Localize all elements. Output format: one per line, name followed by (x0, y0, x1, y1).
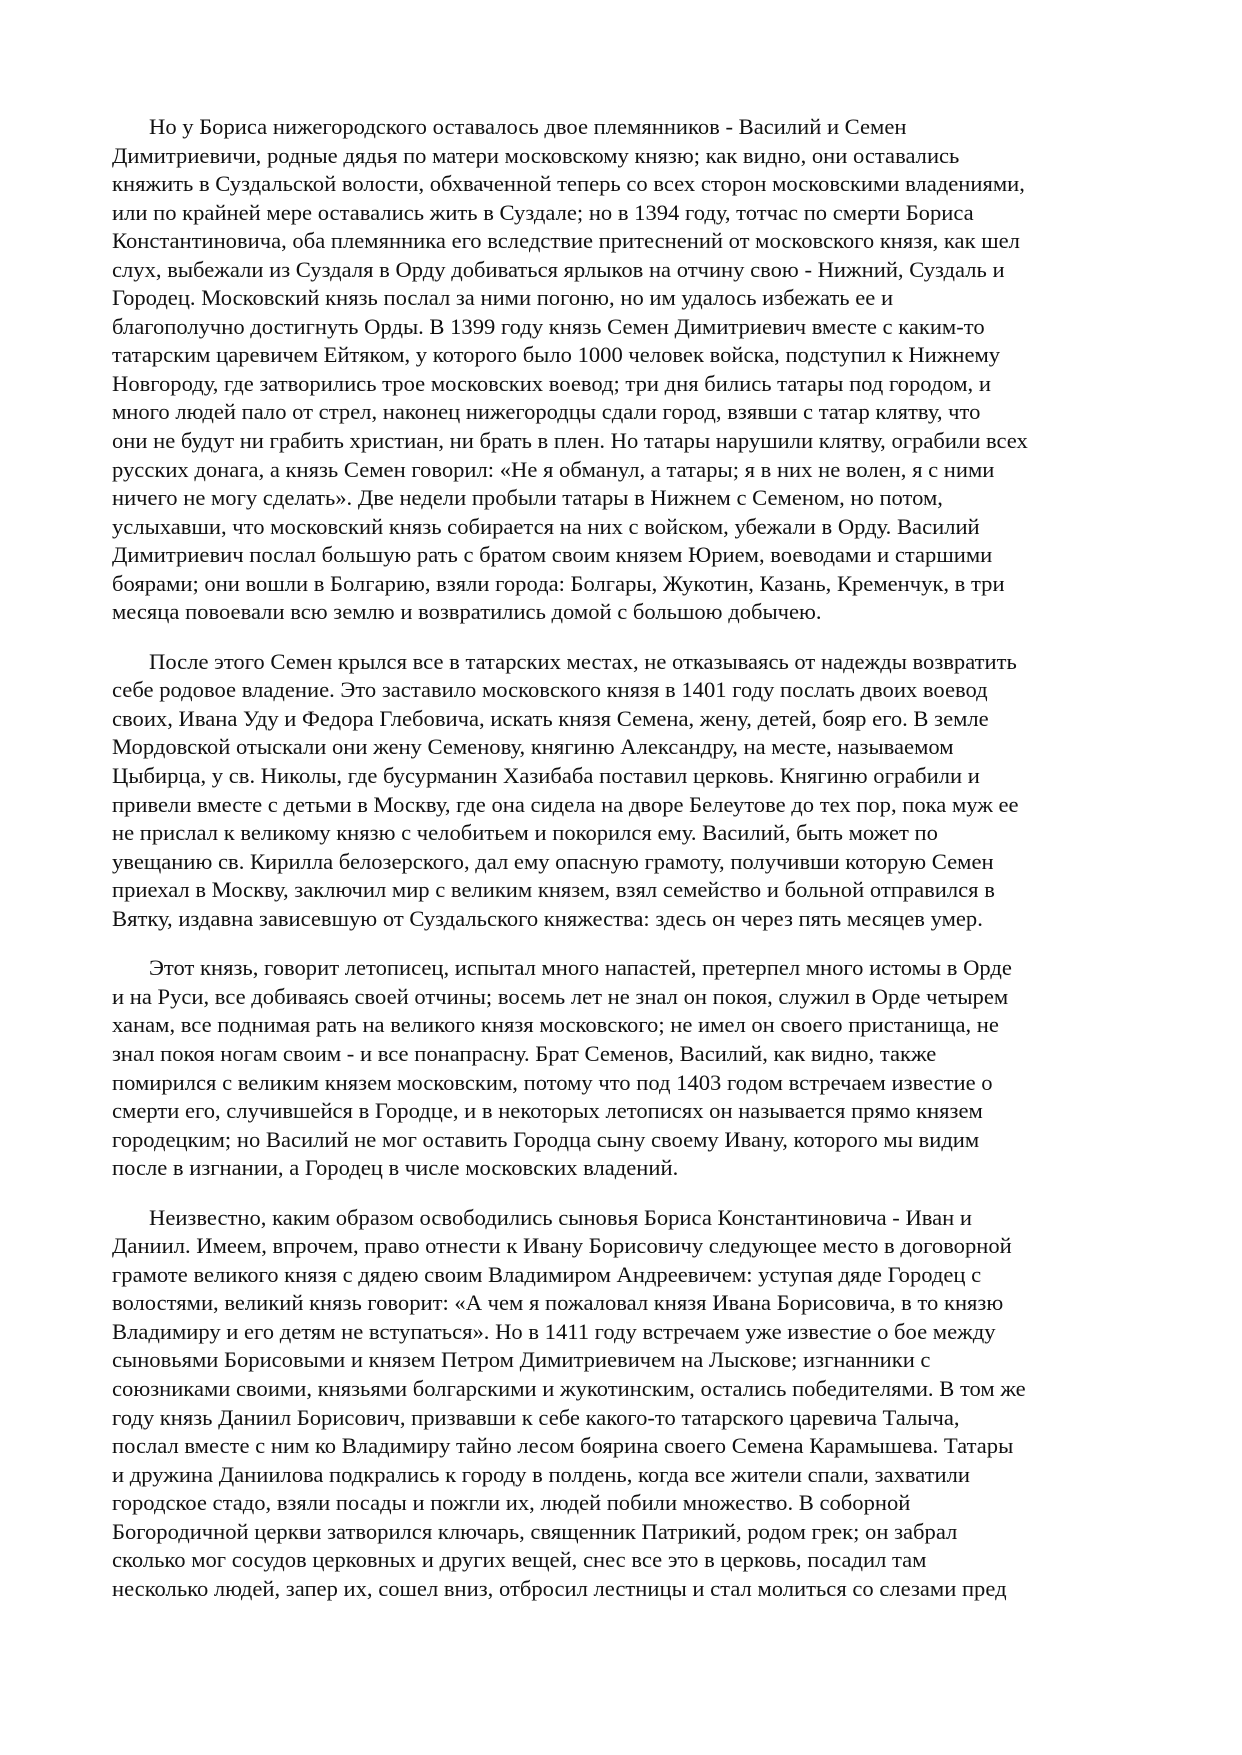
paragraph-4 (112, 1204, 1132, 1604)
document-body (112, 113, 1132, 1624)
text-line: После этого Семен крылся все в татарских местах, не отказываясь от надежды возвратить (149, 648, 1017, 674)
paragraph-1 (112, 113, 1132, 627)
text-line: послал вместе с ним ко Владимиру тайно лесом боярина своего Семена Карамышева. Татары (112, 1433, 1014, 1459)
text-line: городское стадо, взяли посады и пожгли их, людей побили множество. В соборной (112, 1490, 911, 1516)
text-line: знал покоя ногам своим - и все понапрасну. Брат Семенов, Василий, как видно, также (112, 1040, 937, 1066)
text-line: Богородичной церкви затворился ключарь, священник Патрикий, родом грек; он забрал (112, 1518, 958, 1544)
text-line: Городец. Московский князь послал за ними погоню, но им удалось избежать ее и (112, 285, 894, 311)
text-line: русских донага, а князь Семен говорил: «Не я обманул, а татары; я в них не волен, я с ними (112, 456, 995, 482)
text-line: Димитриевич послал большую рать с братом своим князем Юрием, воеводами и старшими (112, 542, 993, 568)
text-line: услыхавши, что московский князь собирается на них с войском, убежали в Орду. Василий (112, 513, 980, 539)
text-line: ханам, все поднимая рать на великого князя московского; не имел он своего пристанища, не (112, 1012, 999, 1038)
text-line: помирился с великим князем московским, потому что под 1403 годом встречаем известие о (112, 1069, 993, 1095)
text-line: Константиновича, оба племянника его вследствие притеснений от московского князя, как шел (112, 228, 1020, 254)
text-line: Владимиру и его детям не вступаться». Но в 1411 году встречаем уже известие о бое между (112, 1318, 996, 1344)
text-line: Новгороду, где затворились трое московских воевод; три дня бились татары под городом, и (112, 370, 991, 396)
text-line: боярами; они вошли в Болгарию, взяли города: Болгары, Жукотин, Казань, Кременчук, в три (112, 570, 1005, 596)
text-line: привели вместе с детьми в Москву, где она сидела на дворе Белеутове до тех пор, пока муж ее (112, 791, 1019, 817)
text-line: городецким; но Василий не мог оставить Городца сыну своему Ивану, которого мы видим (112, 1126, 980, 1152)
text-line: союзниками своими, князьями болгарскими и жукотинским, остались победителями. В том же (112, 1375, 1026, 1401)
text-line: Вятку, издавна зависевшую от Суздальского княжества: здесь он через пять месяцев умер. (112, 905, 983, 931)
text-line: себе родовое владение. Это заставило московского князя в 1401 году послать двоих воевод (112, 677, 988, 703)
text-line: слух, выбежали из Суздаля в Орду добиваться ярлыков на отчину свою - Нижний, Суздаль и (112, 256, 1005, 282)
text-line: Цыбирца, у св. Николы, где бусурманин Хазибаба поставил церковь. Княгиню ограбили и (112, 763, 980, 789)
text-line: и на Руси, все добиваясь своей отчины; восемь лет не знал он покоя, служил в Орде четырем (112, 983, 1009, 1009)
text-line: Мордовской отыскали они жену Семенову, княгиню Александру, на месте, называемом (112, 734, 954, 760)
text-line: приехал в Москву, заключил мир с великим князем, взял семейство и больной отправился в (112, 877, 995, 903)
text-line: Димитриевичи, родные дядья по матери московскому князю; как видно, они оставались (112, 142, 960, 168)
text-line: благополучно достигнуть Орды. В 1399 году князь Семен Димитриевич вместе с каким-то (112, 313, 985, 339)
text-line: сыновьями Борисовыми и князем Петром Димитриевичем на Лыскове; изгнанники с (112, 1347, 931, 1373)
text-line: Даниил. Имеем, впрочем, право отнести к Ивану Борисовичу следующее место в договорной (112, 1233, 1012, 1259)
text-line: несколько людей, запер их, сошел вниз, отбросил лестницы и стал молиться со слезами пред (112, 1575, 1007, 1601)
text-line: они не будут ни грабить христиан, ни брать в плен. Но татары нарушили клятву, ограбили всех (112, 428, 1028, 454)
text-line: Но у Бориса нижегородского оставалось двое племянников - Василий и Семен (149, 114, 907, 139)
text-line: после в изгнании, а Городец в числе московских владений. (112, 1155, 679, 1181)
text-line: не прислал к великому князю с челобитьем и покорился ему. Василий, быть может по (112, 820, 938, 846)
text-line: увещанию св. Кирилла белозерского, дал ему опасную грамоту, получивши которую Семен (112, 848, 994, 874)
paragraph-2 (112, 648, 1132, 933)
text-line: смерти его, случившейся в Городце, и в некоторых летописях он называется прямо князем (112, 1098, 983, 1124)
text-line: ничего не могу сделать». Две недели пробыли татары в Нижнем с Семеном, но потом, (112, 485, 943, 511)
text-line: своих, Ивана Уду и Федора Глебовича, искать князя Семена, жену, детей, бояр его. В земле (112, 705, 989, 731)
text-line: татарским царевичем Ейтяком, у которого было 1000 человек войска, подступил к Нижнему (112, 342, 1001, 368)
text-line: княжить в Суздальской волости, обхваченной теперь со всех сторон московскими владениями, (112, 171, 1025, 197)
text-line: и дружина Даниилова подкрались к городу в полдень, когда все жители спали, захватили (112, 1461, 970, 1487)
text-line: грамоте великого князя с дядею своим Владимиром Андреевичем: уступая дяде Городец с (112, 1261, 982, 1287)
text-line: много людей пало от стрел, наконец нижегородцы сдали город, взявши с татар клятву, что (112, 399, 981, 425)
text-line: или по крайней мере оставались жить в Суздале; но в 1394 году, тотчас по смерти Бориса (112, 199, 974, 225)
text-line: волостями, великий князь говорит: «А чем я пожаловал князя Ивана Борисовича, в то князю (112, 1290, 1004, 1316)
text-line: году князь Даниил Борисович, призвавши к себе какого-то татарского царевича Талыча, (112, 1404, 960, 1430)
text-line: Этот князь, говорит летописец, испытал много напастей, претерпел много истомы в Орде (149, 955, 1012, 981)
text-line: сколько мог сосудов церковных и других вещей, снес все это в церковь, посадил там (112, 1547, 927, 1573)
text-line: месяца повоевали всю землю и возвратились домой с большою добычею. (112, 599, 822, 625)
paragraph-3 (112, 954, 1132, 1182)
text-line: Неизвестно, каким образом освободились сыновья Бориса Константиновича - Иван и (149, 1204, 972, 1230)
